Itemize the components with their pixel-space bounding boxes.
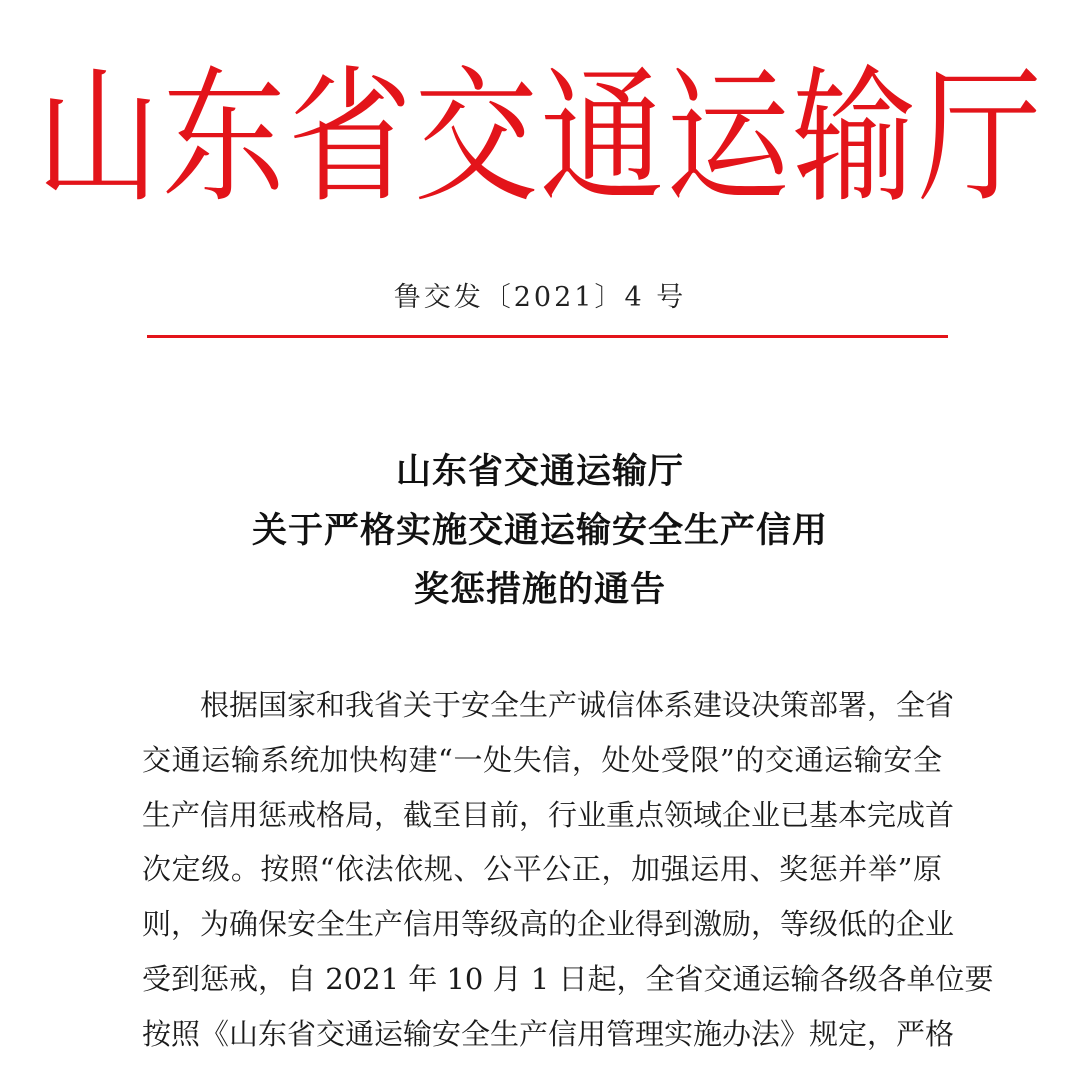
title-line-2: 关于严格实施交通运输安全生产信用 <box>251 511 828 551</box>
body-line: 生产信用惩戒格局，截至目前，行业重点领域企业已基本完成首 <box>142 797 955 832</box>
body-line: 交通运输系统加快构建“一处失信，处处受限”的交通运输安全 <box>142 742 942 777</box>
body-line: 则，为确保安全生产信用等级高的企业得到激励，等级低的企业 <box>142 907 955 942</box>
body-line: 根据国家和我省关于安全生产诚信体系建设决策部署，全省 <box>200 688 955 722</box>
body-line: 次定级。按照“依法依规、公平公正，加强运用、奖惩并举”原 <box>142 852 942 887</box>
title-line-1: 山东省交通运输厅 <box>395 452 684 492</box>
title-line-3: 奖惩措施的通告 <box>413 570 666 610</box>
red-divider-line <box>147 335 948 338</box>
body-paragraph <box>142 678 994 1062</box>
body-line: 受到惩戒，自 2021 年 10 月 1 日起，全省交通运输各级各单位要 <box>142 961 994 996</box>
document-title <box>0 443 1080 620</box>
document-number: 鲁交发〔2021〕4 号 <box>393 282 687 313</box>
issuer-masthead: 山东省交通运输厅 <box>35 53 1044 224</box>
body-line: 按照《山东省交通运输安全生产信用管理实施办法》规定，严格 <box>142 1016 955 1051</box>
